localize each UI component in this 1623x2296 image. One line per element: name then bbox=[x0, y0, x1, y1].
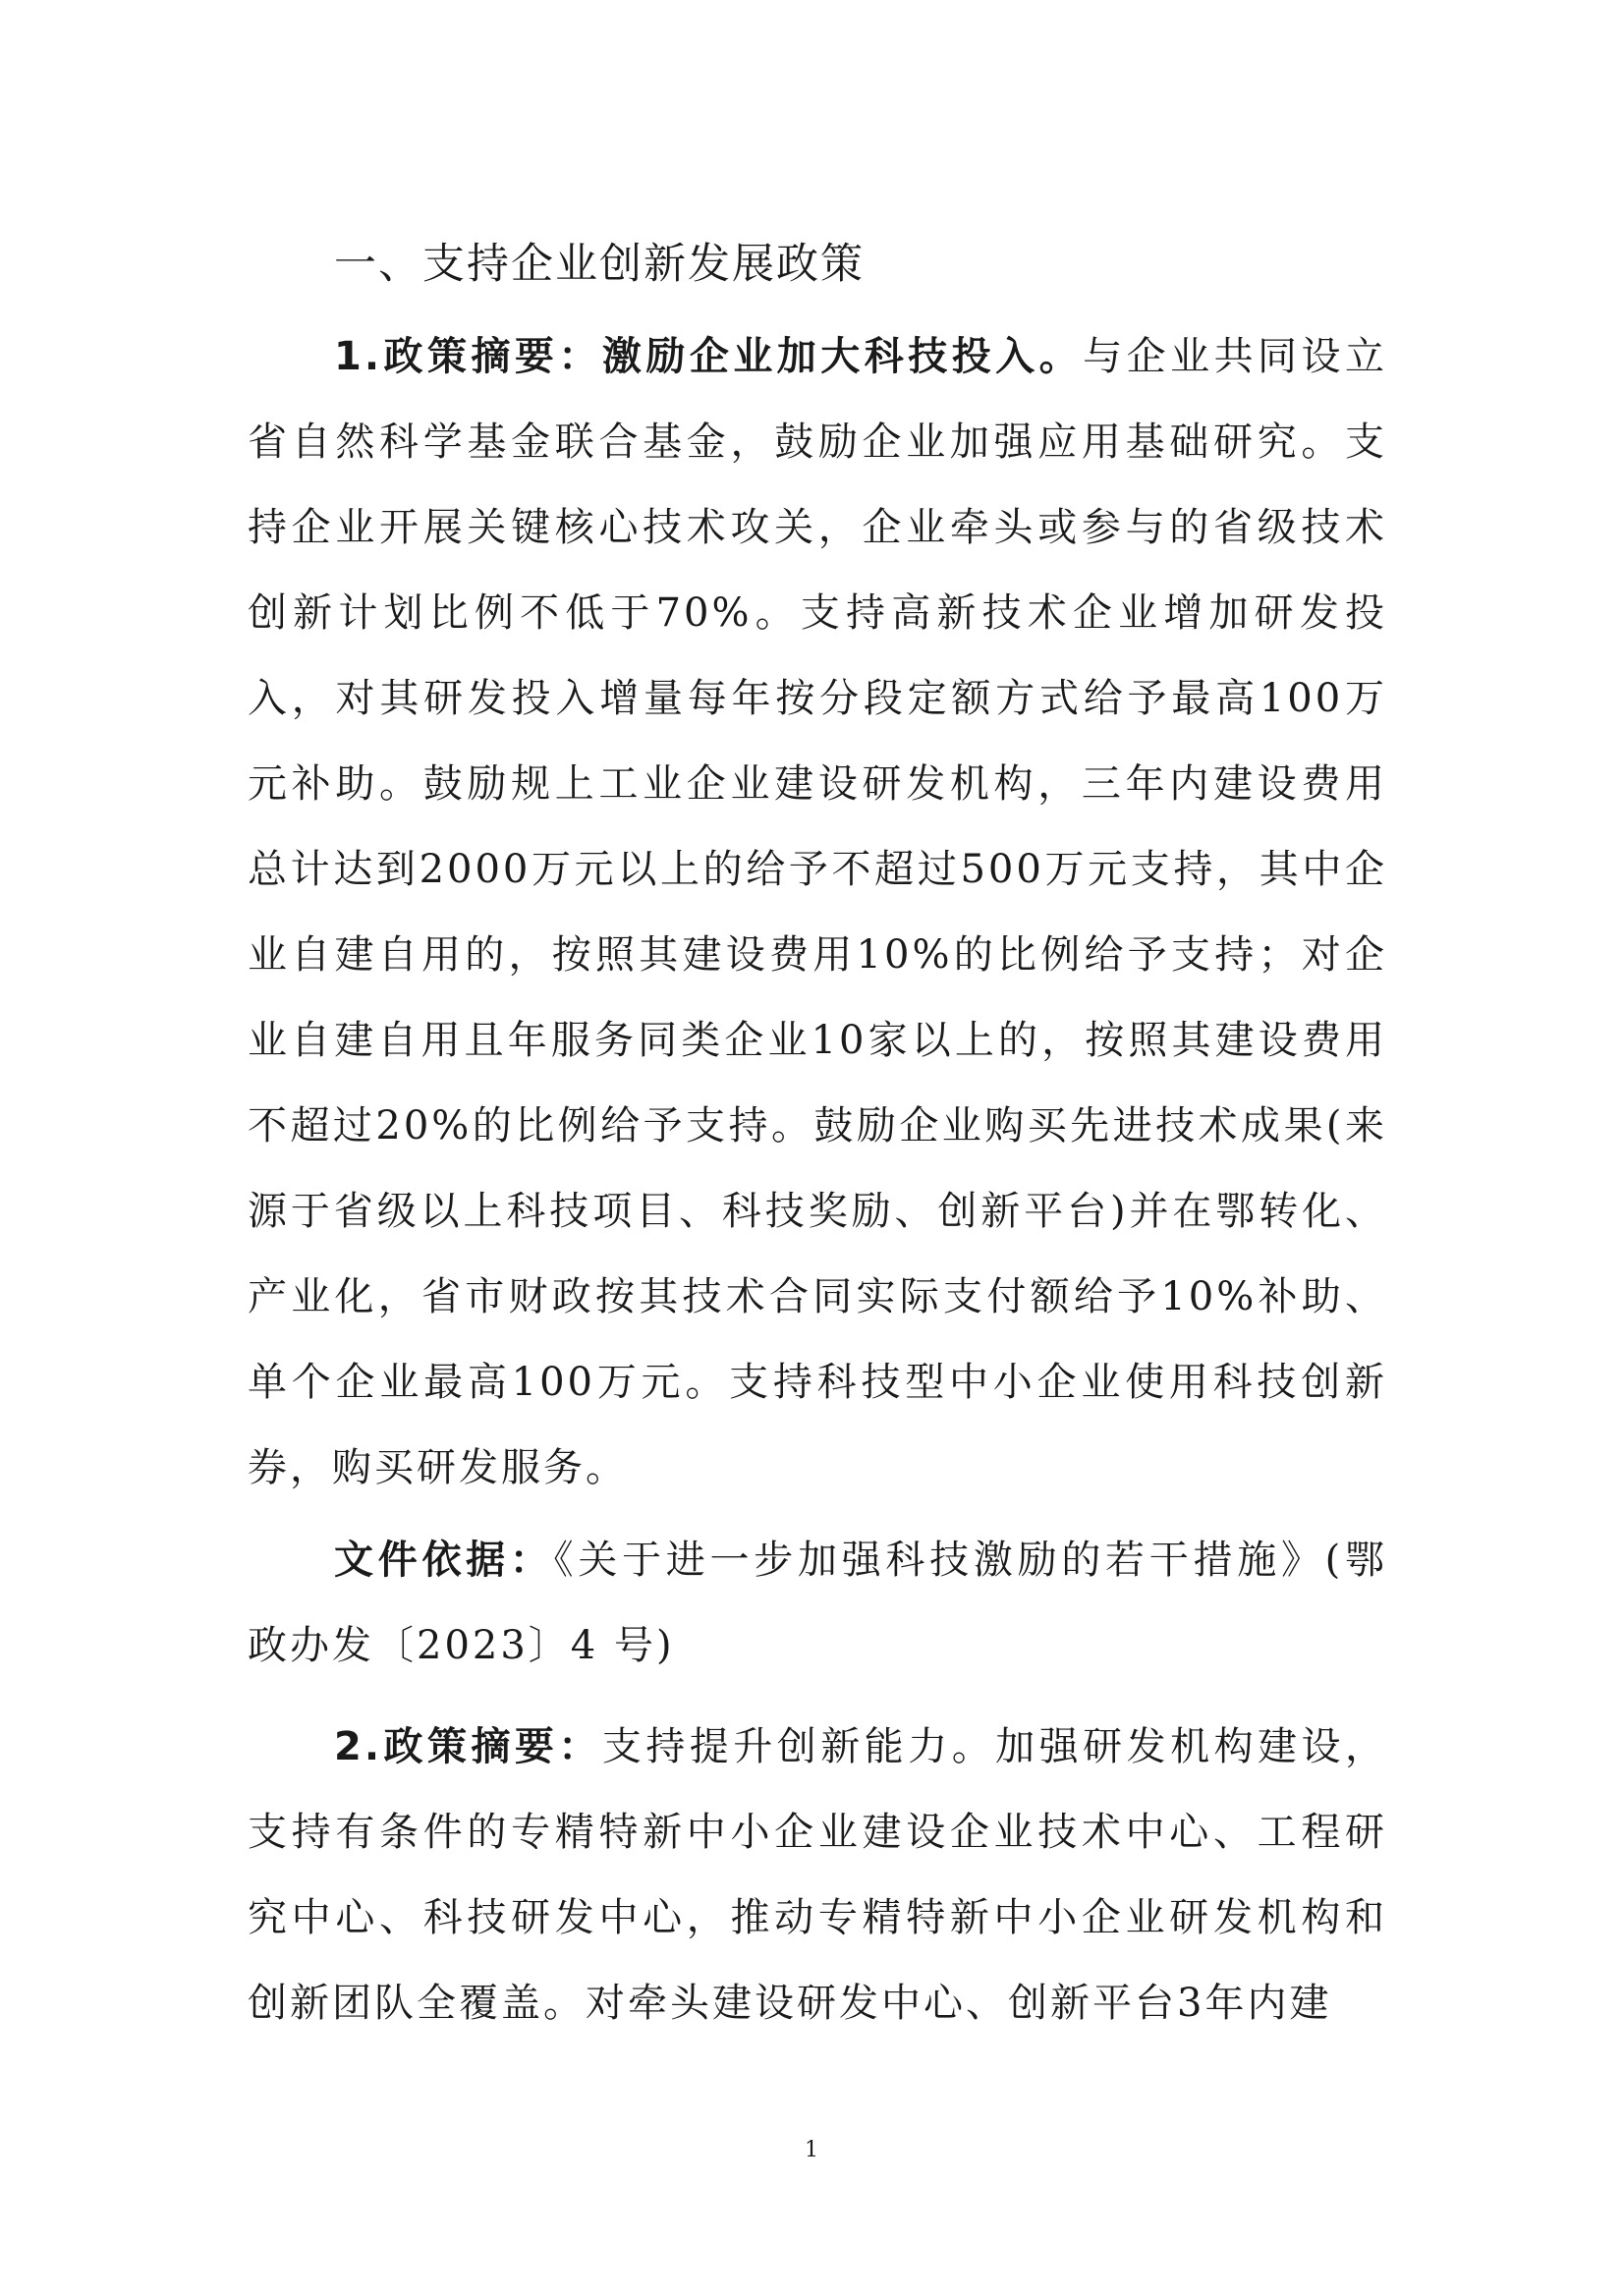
basis-1-block bbox=[248, 1518, 1387, 1689]
page-number: 1 bbox=[805, 2138, 818, 2162]
basis-1-body: 《关于进一步加强科技激励的若干措施》(鄂政办发〔2023〕4 号) bbox=[248, 1538, 1387, 1668]
policy-1-body: 与企业共同设立省自然科学基金联合基金，鼓励企业加强应用基础研究。支持企业开展关键核心技术攻关，企业牵头或参与的省级技术创新计划比例不低于70%。支持高新技术企业增加研发投入，对其研发投入增量每年按分段定额方式给予最高100万元补助。鼓励规上工业企业建设研发机构，三年内建设费用总计达到2000万元以上的给予不超过500万元支持，其中企业自建自用的，按照其建设费用10%的比例给予支持；对企业自建自用且年服务同类企业10家以上的，按照其建设费用不超过20%的比例给予支持。鼓励企业购买先进技术成果(来源于省级以上科技项目、科技奖励、创新平台)并在鄂转化、产业化，省市财政按其技术合同实际支付额给予10%补助、单个企业最高100万元。支持科技型中小企业使用科技创新券，购买研发服务。 bbox=[248, 334, 1388, 1490]
policy-2-body: 支持提升创新能力。加强研发机构建设，支持有条件的专精特新中小企业建设企业技术中心、工程研究中心、科技研发中心，推动专精特新中小企业研发机构和创新团队全覆盖。对牵头建设研发中心、创新平台3年内建 bbox=[248, 1724, 1387, 2026]
policy-2-block bbox=[248, 1705, 1387, 2046]
policy-1-block bbox=[248, 314, 1387, 1511]
policy-2-paragraph bbox=[248, 1705, 1387, 2046]
policy-2-label: 2.政策摘要： bbox=[334, 1724, 602, 1769]
policy-1-lead: 激励企业加大科技投入。 bbox=[601, 334, 1084, 379]
section-heading: 一、支持企业创新发展政策 bbox=[334, 240, 865, 289]
basis-1-label: 文件依据： bbox=[334, 1538, 554, 1583]
policy-1-label: 1.政策摘要： bbox=[334, 334, 602, 379]
policy-1-paragraph bbox=[248, 314, 1387, 1511]
basis-1-paragraph bbox=[248, 1518, 1387, 1689]
